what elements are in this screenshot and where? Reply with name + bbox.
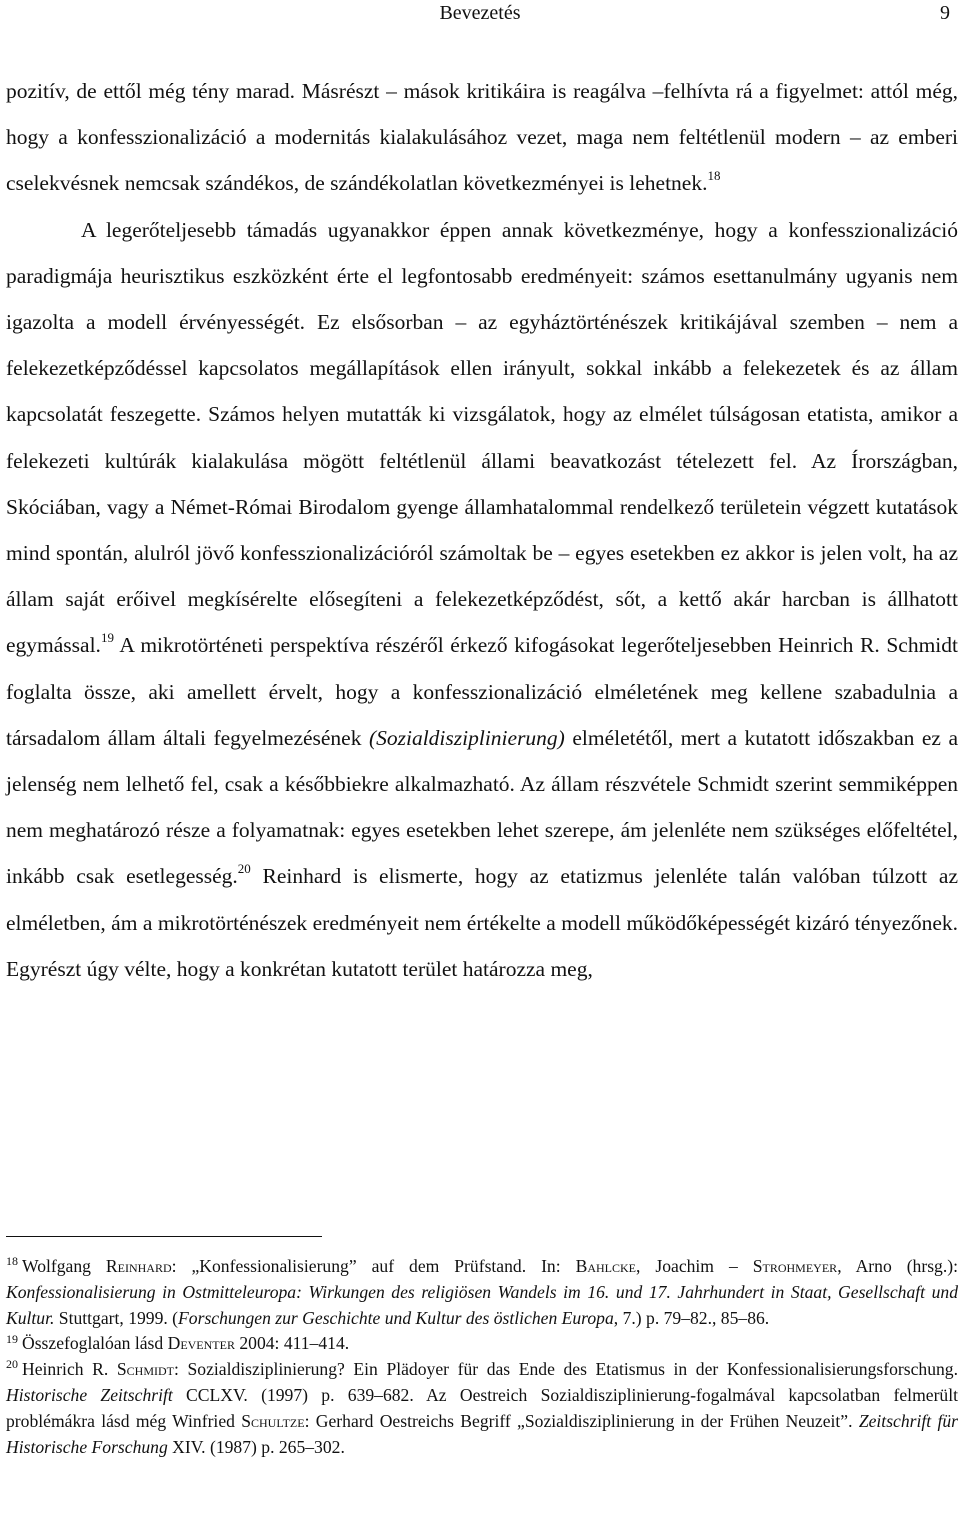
fn18-text-4: , Arno (hrsg.):: [837, 1256, 959, 1276]
paragraph-1: [6, 68, 958, 207]
fn19-text-1: Összefoglalóan lásd D: [22, 1333, 181, 1354]
fn20-journal-2: Zeitschrift für Historische Forschung: [6, 1410, 958, 1457]
fn20-journal-1: Historische Zeitschrift: [6, 1384, 173, 1405]
fn20-text-3: CCLXV. (1997) p. 639–682. Az Oestreich Sozialdisziplinierung-fogalmával kapcsolatban felmerült problémákra lásd még Winfried S: [6, 1384, 958, 1431]
running-header: [0, 0, 960, 28]
fn18-text-3: , Joachim – S: [636, 1256, 763, 1276]
fn19-text-2: 2004: 411–414.: [234, 1333, 350, 1354]
fn20-text-5: XIV. (1987) p. 265–302.: [167, 1436, 345, 1457]
fn20-text-2: : Sozialdisziplinierung? Ein Plädoyer für das Ende des Etatismus in der Konfessionalisierungsforschung.: [174, 1359, 958, 1380]
footnote-18-number: 18: [6, 1254, 18, 1269]
fn20-text-1: Heinrich R. S: [22, 1359, 127, 1380]
fn18-series-title: Forschungen zur Geschichte und Kultur des östlichen Europa: [178, 1307, 614, 1328]
fn18-author-sc-1: einhard: [117, 1256, 172, 1276]
paragraph-2-part-3: elméletétől, mert a kutatott időszakban ez a jelenség nem lelhető fel, csak a későbbiekre alkalmazható. Az állam részvétele Schmidt szerint semmiképpen nem meghatározó része a folyamatnak: egyes esetekben lehet szerepe, ám jelenléte nem szükséges előfeltétel, inkább csak esetlegesség.: [6, 725, 958, 889]
fn18-book-title: Konfessionalisierung in Ostmitteleuropa: Wirkungen des religiösen Wandels im 16. und 17. Jahrhundert in Staat, Gesellschaft und Kultur.: [6, 1281, 958, 1328]
footnotes: [6, 1254, 958, 1460]
paragraph-2-part-4: Reinhard is elismerte, hogy az etatizmus jelenléte talán valóban túlzott az elméletben, ám a mikrotörténészek eredményeit nem értékelte a modell működőképességét kizáró tényezőnek. Egyrészt úgy vélte, hogy a konkrétan kutatott terület határozza meg,: [6, 864, 959, 981]
fn18-text-2: : „Konfessionalisierung” auf dem Prüfstand. In: B: [171, 1256, 588, 1276]
paragraph-2-part-2: A mikrotörténeti perspektíva részéről érkező kifogásokat legerőteljesebben Heinrich R. Schmidt foglalta össze, aki amellett érvelt, hogy a konfesszionalizáció elméletének meg kellene szabadulnia a társadalom állam általi fegyelmezésének: [6, 633, 958, 750]
footnote-20: [6, 1357, 958, 1460]
footnote-19: [6, 1331, 958, 1357]
sozialdisziplinierung-term: (Sozialdisziplinierung): [368, 725, 565, 750]
footnote-19-number: 19: [6, 1331, 18, 1346]
fn20-text-4: : Gerhard Oestreichs Begriff „Sozialdisziplinierung in der Frühen Neuzeit”.: [304, 1410, 859, 1431]
fn18-text-6: , 7.) p. 79–82., 85–86.: [613, 1307, 770, 1328]
footnote-ref-18[interactable]: 18: [707, 168, 721, 184]
fn18-text-1: Wolfgang R: [22, 1256, 118, 1276]
fn20-author-sc-2: chultze: [251, 1410, 305, 1431]
running-title: Bevezetés: [439, 2, 521, 24]
footnote-ref-20[interactable]: 20: [237, 861, 251, 877]
paragraph-2-part-1: A legerőteljesebb támadás ugyanakkor éppen annak következménye, hogy a konfesszionalizáció paradigmája heurisztikus eszközként érte el legfontosabb eredményeit: számos esettanulmány ugyanis nem igazolta a modell érvényességét. Ez elsősorban – az egyháztörténészek kritikájával szemben – nem a felekezetképződéssel kapcsolatos megállapítások ellen irányult, sokkal inkább a felekezetek és az állam kapcsolatát feszegette. Számos helyen mutatták ki vizsgálatok, hogy az elmélet túlságosan etatista, amikor a felekezeti kultúrák kialakulása mögött feltétlenül állami beavatkozást tételezett fel. Az Írországban, Skóciában, vagy a Német-Római Birodalom gyenge államhatalommal rendelkező területein végzett kutatások mind spontán, alulról jövő konfesszionalizációról számoltak be – egyes esetekben ez akkor is jelen volt, ha az állam saját erőivel megkísérelte elősegíteni a felekezetképződést, sőt, a kettő akár harcban is állhatott egymással.: [6, 217, 958, 658]
paragraph-1-text: pozitív, de ettől még tény marad. Másrészt – mások kritikáira is reagálva –felhívta rá a figyelmet: attól még, hogy a konfesszionalizáció a modernitás kialakulásához vezet, maga nem feltétlenül modern – az emberi cselekvésnek nemcsak szándékos, de szándékolatlan következményei is lehetnek.: [6, 79, 958, 196]
fn19-author-sc: eventer: [180, 1333, 235, 1354]
fn18-author-sc-2: ahlcke: [587, 1256, 636, 1276]
page-number: 9: [940, 2, 950, 24]
footnote-ref-19[interactable]: 19: [100, 630, 114, 646]
fn18-author-sc-3: trohmeyer: [762, 1256, 838, 1276]
footnote-separator: [6, 1236, 322, 1237]
fn20-author-sc-1: chmidt: [126, 1359, 175, 1380]
fn18-text-5: Stuttgart, 1999. (: [54, 1307, 179, 1328]
footnote-18: [6, 1254, 958, 1331]
paragraph-2: [6, 207, 958, 992]
main-text: [6, 68, 958, 992]
footnote-20-number: 20: [6, 1357, 18, 1372]
